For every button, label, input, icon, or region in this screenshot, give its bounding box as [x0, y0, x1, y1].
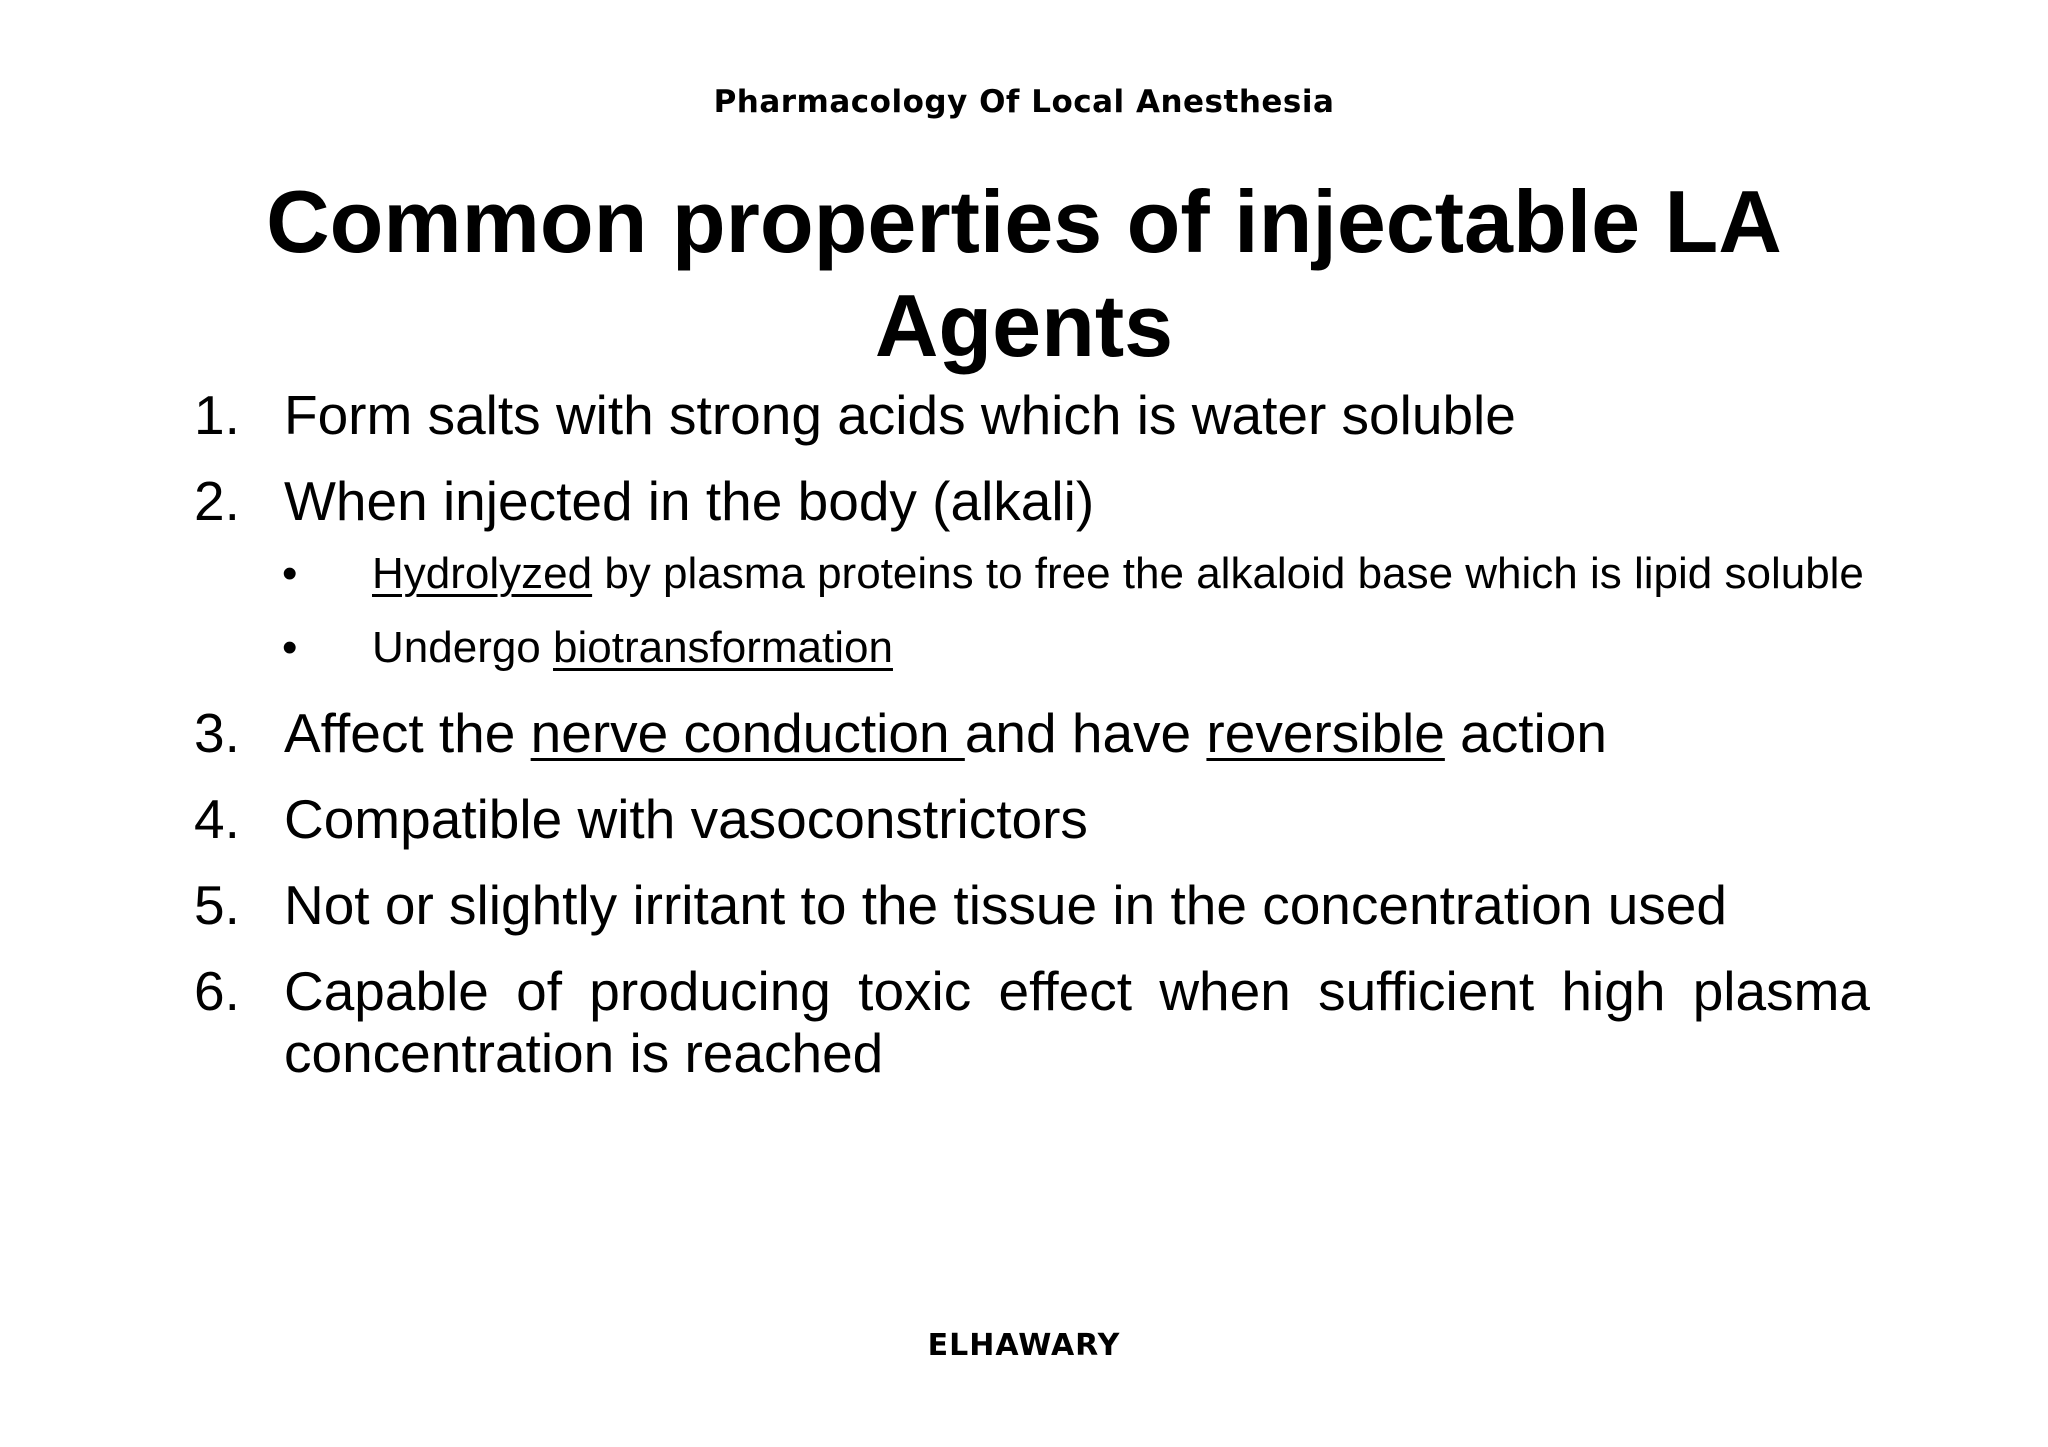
item-text — [284, 702, 1607, 764]
item-text: When injected in the body (alkali) — [284, 470, 1095, 532]
list-item — [190, 788, 1870, 850]
underlined-term: Hydrolyzed — [372, 549, 593, 598]
item-number: 3. — [194, 702, 240, 764]
sub-list — [190, 544, 1870, 678]
list-item — [190, 874, 1870, 936]
slide-title: Common properties of injectable LA Agents — [266, 172, 1782, 375]
text-segment: action — [1444, 702, 1607, 764]
properties-list — [190, 384, 1870, 1084]
item-number: 6. — [194, 960, 240, 1022]
underlined-term: biotransformation — [553, 623, 893, 672]
text-segment: Affect the — [284, 702, 531, 764]
item-number: 4. — [194, 788, 240, 850]
sub-item-text: Undergo — [372, 623, 554, 672]
list-item — [190, 702, 1870, 764]
underlined-term: nerve conduction — [530, 702, 965, 764]
item-text: Form salts with strong acids which is water soluble — [284, 384, 1516, 446]
list-item — [190, 470, 1870, 678]
sub-list-item — [190, 618, 1870, 678]
item-text: Capable of producing toxic effect when sufficient high plasma concentration is reached — [284, 960, 1870, 1084]
list-item — [190, 384, 1870, 446]
text-segment: and have — [964, 702, 1207, 764]
underlined-term: reversible — [1206, 702, 1445, 764]
bullet-icon: • — [282, 549, 298, 598]
slide-content — [190, 384, 1870, 1108]
item-text: Not or slightly irritant to the tissue in the concentration used — [284, 874, 1727, 936]
item-text: Compatible with vasoconstrictors — [284, 788, 1088, 850]
sub-item-text: by plasma proteins to free the alkaloid base which is lipid soluble — [592, 549, 1864, 598]
bullet-icon: • — [282, 623, 298, 672]
item-number: 5. — [194, 874, 240, 936]
slide-footer: ELHAWARY — [927, 1328, 1121, 1363]
slide-header: Pharmacology Of Local Anesthesia — [713, 84, 1335, 120]
item-number: 1. — [194, 384, 240, 446]
list-item — [190, 960, 1870, 1084]
sub-list-item — [190, 544, 1870, 604]
item-number: 2. — [194, 470, 240, 532]
